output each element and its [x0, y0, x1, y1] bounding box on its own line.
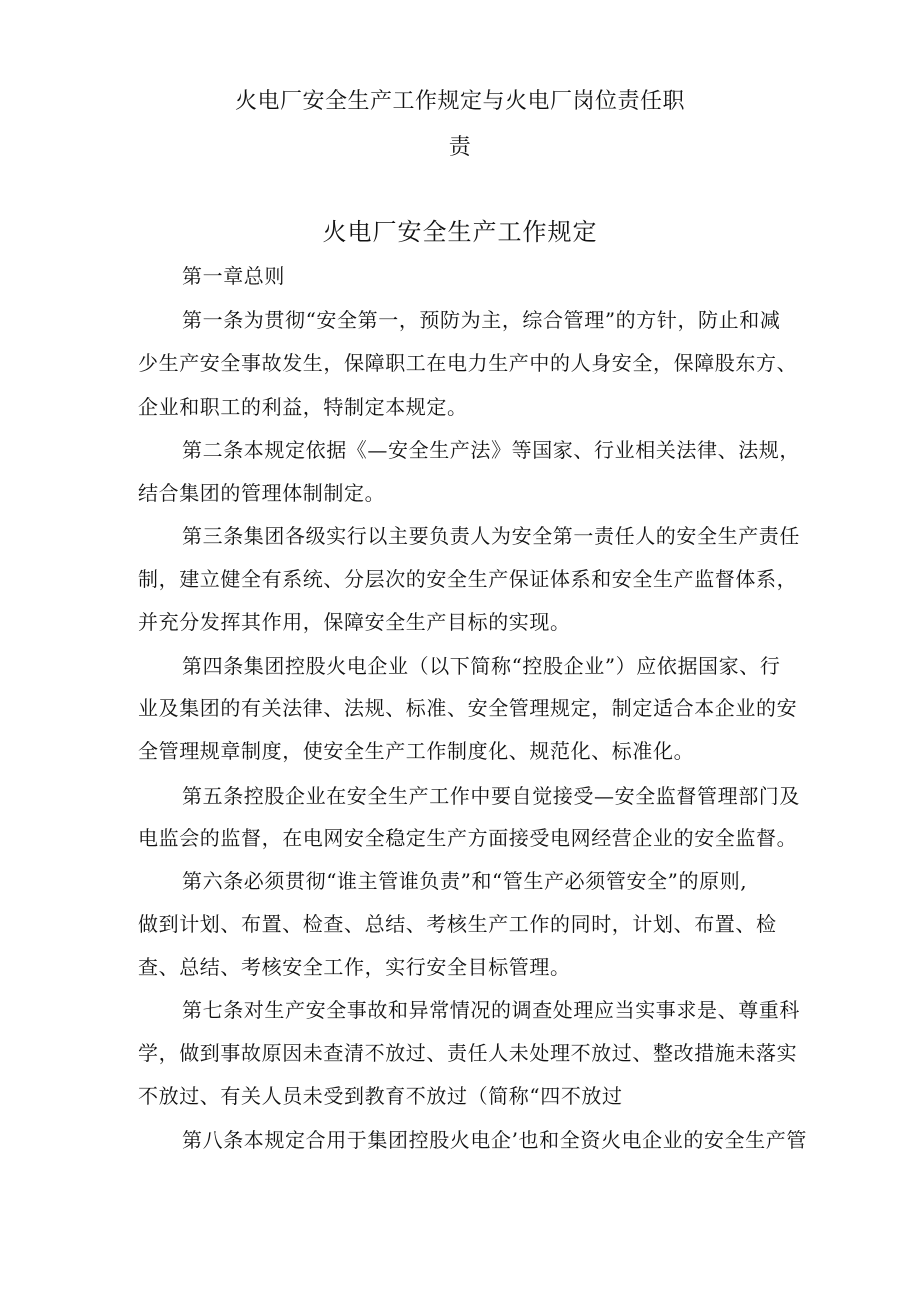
paragraph-line: 第二条本规定依据《—安全生产法》等国家、行业相关法律、法规， — [182, 438, 800, 462]
paragraph-line: 业及集团的有关法律、法规、标准、安全管理规定，制定适合本企业的安 — [138, 696, 798, 720]
paragraph-line: 学，做到事故原因未查清不放过、责任人未处理不放过、整改措施未落实 — [138, 1041, 798, 1065]
paragraph-line: 第一条为贯彻“安全第一，预防为主，综合管理”的方针，防止和减 — [182, 308, 781, 332]
paragraph-line: 并充分发挥其作用，保障安全生产目标的实现。 — [138, 610, 571, 634]
paragraph-line: 第四条集团控股火电企业（以下简称“控股企业”）应依据国家、行 — [182, 654, 781, 678]
paragraph-line: 第三条集团各级实行以主要负责人为安全第一责任人的安全生产责任 — [182, 524, 800, 548]
paragraph-line: 电监会的监督，在电网安全稳定生产方面接受电网经营企业的安全监督。 — [138, 826, 798, 850]
paragraph-line: 第五条控股企业在安全生产工作中要自觉接受—安全监督管理部门及 — [182, 784, 800, 808]
paragraph-line: 结合集团的管理体制制定。 — [138, 481, 386, 505]
paragraph-line: 全管理规章制度，使安全生产工作制度化、规范化、标准化。 — [138, 739, 695, 763]
document-title-line-2: 责 — [448, 135, 472, 160]
paragraph-line: 第七条对生产安全事故和异常情况的调查处理应当实事求是、尊重科 — [182, 998, 800, 1022]
chapter-heading: 第一章总则 — [182, 264, 285, 288]
paragraph-line: 第八条本规定合用于集团控股火电企’也和全资火电企业的安全生产管 — [182, 1128, 807, 1152]
paragraph-line: 少生产安全事故发生，保障职工在电力生产中的人身安全，保障股东方、 — [138, 351, 798, 375]
section-title: 火电厂安全生产工作规定 — [322, 218, 598, 246]
paragraph-line: 制，建立健全有系统、分层次的安全生产保证体系和安全生产监督体系， — [138, 567, 798, 591]
paragraph-line: 企业和职工的利益，特制定本规定。 — [138, 395, 468, 419]
paragraph-line: 第六条必须贯彻“谁主管谁负责”和“管生产必须管安全”的原则, — [182, 869, 748, 893]
document-title-line-1: 火电厂安全生产工作规定与火电厂岗位责任职 — [234, 89, 685, 114]
paragraph-line: 不放过、有关人员未受到教育不放过（简称“四不放过 — [138, 1084, 623, 1108]
paragraph-line: 查、总结、考核安全工作，实行安全目标管理。 — [138, 955, 571, 979]
paragraph-line: 做到计划、布置、检查、总结、考核生产工作的同时，计划、布置、检 — [138, 912, 777, 936]
